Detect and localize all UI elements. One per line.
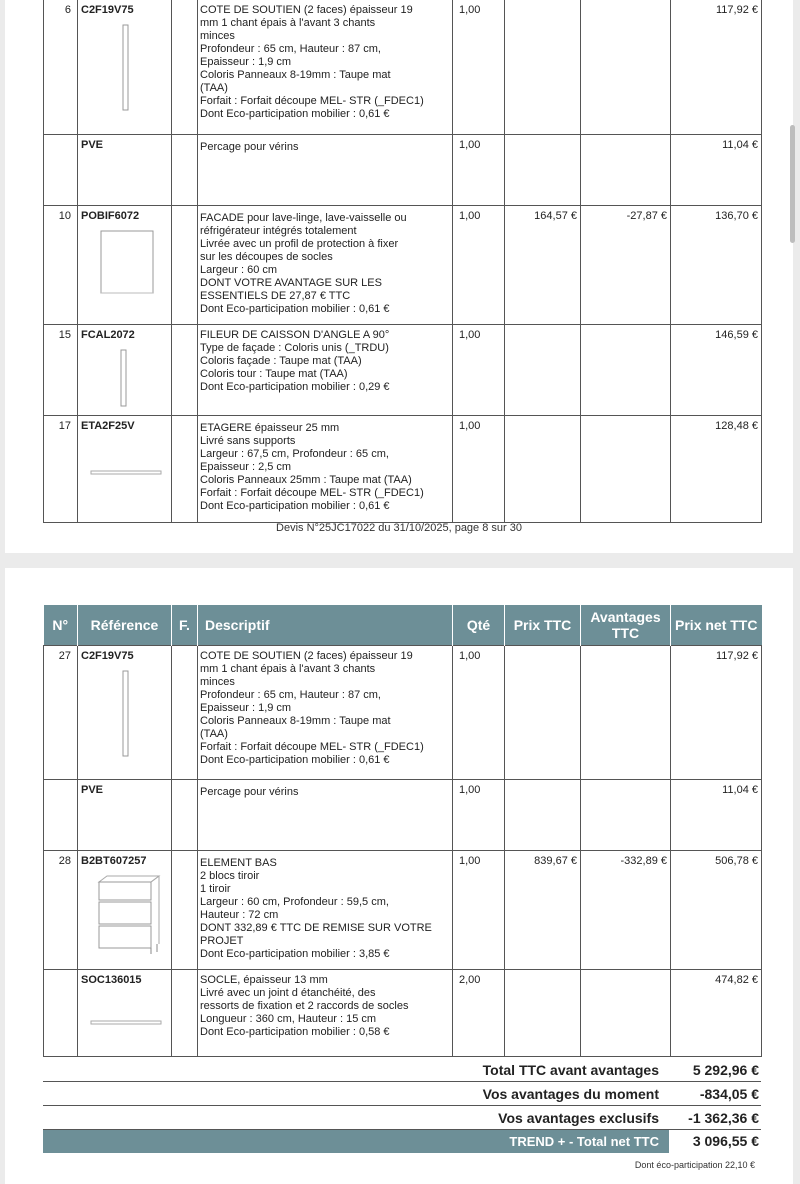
description-cell bbox=[198, 851, 453, 970]
plinth-thumbnail bbox=[81, 997, 171, 1037]
current-advantages-row bbox=[43, 1082, 761, 1106]
advantages-ttc bbox=[581, 780, 671, 851]
filler-thumbnail bbox=[81, 348, 141, 410]
description-line: Largeur : 60 cm bbox=[200, 263, 278, 276]
col-header-f: F. bbox=[172, 605, 198, 646]
f-cell bbox=[172, 0, 198, 134]
table-row bbox=[44, 134, 762, 205]
description-line: Coloris Panneaux 8-19mm : Taupe mat bbox=[200, 69, 391, 81]
description-line: minces bbox=[200, 30, 235, 42]
description-line: Dont Eco-participation mobilier : 0,61 € bbox=[200, 499, 390, 512]
net-price-ttc: 11,04 € bbox=[671, 134, 762, 205]
reference-cell bbox=[78, 851, 172, 970]
col-header-advantages-line2: TTC bbox=[611, 625, 640, 641]
advantages-ttc bbox=[581, 324, 671, 415]
total-label: Vos avantages du moment bbox=[482, 1085, 659, 1102]
description-line: Percage pour vérins bbox=[200, 786, 299, 798]
drawer-cabinet-thumbnail bbox=[81, 874, 167, 956]
net-total-row bbox=[43, 1130, 761, 1153]
price-ttc bbox=[505, 970, 581, 1057]
description-line: (TAA) bbox=[200, 82, 228, 94]
description-line: Dont Eco-participation mobilier : 0,29 € bbox=[200, 380, 390, 393]
description-line: Dont Eco-participation mobilier : 3,85 € bbox=[200, 948, 390, 960]
reference-code: SOC136015 bbox=[81, 974, 142, 986]
total-value: 3 096,55 € bbox=[669, 1130, 761, 1153]
description-line: ressorts de fixation et 2 raccords de socles bbox=[200, 1000, 409, 1012]
description-line: Livrée avec un profil de protection à fixer bbox=[200, 237, 399, 250]
description-line: ELEMENT BAS bbox=[200, 857, 277, 869]
quantity: 1,00 bbox=[453, 780, 505, 851]
description-line: Coloris Panneaux 25mm : Taupe mat (TAA) bbox=[200, 473, 412, 486]
f-cell bbox=[172, 205, 198, 324]
reference-code: FCAL2072 bbox=[81, 328, 135, 341]
col-header-number: N° bbox=[44, 605, 78, 646]
description-line: (TAA) bbox=[200, 728, 228, 740]
scrollbar-thumb[interactable] bbox=[790, 125, 795, 243]
quantity: 1,00 bbox=[453, 134, 505, 205]
description-line: Epaisseur : 1,9 cm bbox=[200, 56, 292, 68]
description-line: mm 1 chant épais à l'avant 3 chants bbox=[200, 663, 376, 675]
price-ttc: 839,67 € bbox=[505, 851, 581, 970]
line-number bbox=[44, 134, 78, 205]
line-number bbox=[44, 780, 78, 851]
table-row bbox=[44, 970, 762, 1057]
f-cell bbox=[172, 134, 198, 205]
table-row bbox=[44, 851, 762, 970]
line-number: 6 bbox=[44, 0, 78, 134]
description-line: mm 1 chant épais à l'avant 3 chants bbox=[200, 17, 376, 29]
page-footer-caption: Devis N°25JC17022 du 31/10/2025, page 8 sur 30 bbox=[276, 522, 522, 534]
quantity: 1,00 bbox=[453, 851, 505, 970]
line-number: 28 bbox=[44, 851, 78, 970]
table-row bbox=[44, 646, 762, 780]
quantity: 1,00 bbox=[453, 324, 505, 415]
col-header-description: Descriptif bbox=[198, 605, 453, 646]
price-ttc: 164,57 € bbox=[505, 205, 581, 324]
net-price-ttc: 506,78 € bbox=[671, 851, 762, 970]
line-number: 27 bbox=[44, 646, 78, 780]
quantity: 1,00 bbox=[453, 0, 505, 134]
description-line: réfrigérateur intégrés totalement bbox=[200, 224, 357, 237]
advantages-ttc bbox=[581, 970, 671, 1057]
exclusive-advantages-row bbox=[43, 1106, 761, 1130]
col-header-net-price: Prix net TTC bbox=[671, 605, 762, 646]
f-cell bbox=[172, 780, 198, 851]
col-header-reference: Référence bbox=[78, 605, 172, 646]
description-line: ESSENTIELS DE 27,87 € TTC bbox=[200, 289, 351, 302]
description-line: Livré avec un joint d étanchéité, des bbox=[200, 987, 376, 999]
quote-page-9 bbox=[5, 568, 793, 1184]
eco-participation-total: Dont éco-participation 22,10 € bbox=[634, 1160, 755, 1170]
total-before-advantages-row bbox=[43, 1058, 761, 1082]
net-price-ttc: 117,92 € bbox=[671, 0, 762, 134]
description-line: Epaisseur : 2,5 cm bbox=[200, 460, 292, 473]
net-price-ttc: 11,04 € bbox=[671, 780, 762, 851]
description-line: 1 tiroir bbox=[200, 883, 231, 895]
col-header-advantages-line1: Avantages bbox=[590, 609, 661, 625]
description-line: Dont Eco-participation mobilier : 0,61 € bbox=[200, 754, 390, 766]
total-value: 5 292,96 € bbox=[692, 1061, 759, 1078]
description-line: SOCLE, épaisseur 13 mm bbox=[200, 974, 328, 986]
description-line: Coloris façade : Taupe mat (TAA) bbox=[200, 354, 362, 367]
description-cell bbox=[198, 415, 453, 522]
reference-cell bbox=[78, 324, 172, 415]
description-cell bbox=[198, 970, 453, 1057]
description-line: Coloris Panneaux 8-19mm : Taupe mat bbox=[200, 715, 391, 727]
quote-items-table-page-8 bbox=[43, 0, 762, 523]
description-line: COTE DE SOUTIEN (2 faces) épaisseur 19 bbox=[200, 4, 413, 16]
price-ttc bbox=[505, 415, 581, 522]
price-ttc bbox=[505, 780, 581, 851]
line-number bbox=[44, 970, 78, 1057]
description-line: FACADE pour lave-linge, lave-vaisselle ou bbox=[200, 211, 407, 224]
description-line: DONT VOTRE AVANTAGE SUR LES bbox=[200, 276, 382, 289]
description-line: sur les découpes de socles bbox=[200, 250, 333, 263]
total-value: -834,05 € bbox=[699, 1085, 759, 1102]
advantages-ttc: -332,89 € bbox=[581, 851, 671, 970]
net-price-ttc: 146,59 € bbox=[671, 324, 762, 415]
facade-thumbnail bbox=[81, 229, 161, 309]
shelf-thumbnail bbox=[81, 451, 171, 491]
description-line: COTE DE SOUTIEN (2 faces) épaisseur 19 bbox=[200, 650, 413, 662]
description-line: Profondeur : 65 cm, Hauteur : 87 cm, bbox=[200, 689, 381, 701]
description-cell bbox=[198, 324, 453, 415]
totals-block bbox=[43, 1058, 761, 1153]
price-ttc bbox=[505, 646, 581, 780]
description-cell bbox=[198, 646, 453, 780]
quote-items-table-page-9 bbox=[43, 605, 762, 1057]
price-ttc bbox=[505, 134, 581, 205]
description-line: Largeur : 60 cm, Profondeur : 59,5 cm, bbox=[200, 896, 389, 908]
advantages-ttc bbox=[581, 415, 671, 522]
price-ttc bbox=[505, 324, 581, 415]
description-line: Forfait : Forfait découpe MEL- STR (_FDEC1) bbox=[200, 741, 424, 753]
description-line: Livré sans supports bbox=[200, 434, 296, 447]
quote-page-8 bbox=[5, 0, 793, 553]
net-price-ttc: 136,70 € bbox=[671, 205, 762, 324]
table-row bbox=[44, 324, 762, 415]
reference-code: PVE bbox=[78, 780, 172, 851]
description-line: minces bbox=[200, 676, 235, 688]
description-line: Epaisseur : 1,9 cm bbox=[200, 702, 292, 714]
quantity: 2,00 bbox=[453, 970, 505, 1057]
table-row bbox=[44, 415, 762, 522]
description-line: Hauteur : 72 cm bbox=[200, 909, 279, 921]
col-header-quantity: Qté bbox=[453, 605, 505, 646]
side-panel-thumbnail bbox=[81, 669, 141, 759]
reference-code: ETA2F25V bbox=[81, 419, 135, 432]
net-price-ttc: 117,92 € bbox=[671, 646, 762, 780]
description-line: ETAGERE épaisseur 25 mm bbox=[200, 421, 340, 434]
reference-cell bbox=[78, 0, 172, 134]
description-line: PROJET bbox=[200, 935, 244, 947]
f-cell bbox=[172, 970, 198, 1057]
reference-cell bbox=[78, 415, 172, 522]
description-line: 2 blocs tiroir bbox=[200, 870, 260, 882]
price-ttc bbox=[505, 0, 581, 134]
reference-code: C2F19V75 bbox=[81, 650, 134, 662]
line-number: 17 bbox=[44, 415, 78, 522]
description-cell bbox=[198, 780, 453, 851]
advantages-ttc bbox=[581, 0, 671, 134]
table-row bbox=[44, 780, 762, 851]
description-line: Forfait : Forfait découpe MEL- STR (_FDEC1) bbox=[200, 95, 424, 107]
description-cell bbox=[198, 205, 453, 324]
description-line: Coloris tour : Taupe mat (TAA) bbox=[200, 367, 348, 380]
description-line: Forfait : Forfait découpe MEL- STR (_FDEC1) bbox=[200, 486, 424, 499]
total-label: Vos avantages exclusifs bbox=[498, 1109, 659, 1126]
col-header-advantages bbox=[581, 605, 671, 646]
description-line: FILEUR DE CAISSON D'ANGLE A 90° bbox=[200, 328, 390, 341]
description-line: Percage pour vérins bbox=[200, 140, 299, 153]
reference-code: B2BT607257 bbox=[81, 855, 147, 867]
total-value: -1 362,36 € bbox=[688, 1109, 759, 1126]
line-number: 10 bbox=[44, 205, 78, 324]
f-cell bbox=[172, 415, 198, 522]
reference-cell bbox=[78, 970, 172, 1057]
advantages-ttc: -27,87 € bbox=[581, 205, 671, 324]
advantages-ttc bbox=[581, 646, 671, 780]
description-line: Largeur : 67,5 cm, Profondeur : 65 cm, bbox=[200, 447, 389, 460]
reference-code: C2F19V75 bbox=[81, 4, 134, 16]
reference-code: POBIF6072 bbox=[81, 209, 140, 222]
col-header-price: Prix TTC bbox=[505, 605, 581, 646]
description-line: Profondeur : 65 cm, Hauteur : 87 cm, bbox=[200, 43, 381, 55]
description-line: Type de façade : Coloris unis (_TRDU) bbox=[200, 341, 389, 354]
reference-cell bbox=[78, 205, 172, 324]
reference-code: PVE bbox=[78, 134, 172, 205]
description-cell bbox=[198, 0, 453, 134]
description-line: Dont Eco-participation mobilier : 0,58 € bbox=[200, 1026, 390, 1038]
net-price-ttc: 128,48 € bbox=[671, 415, 762, 522]
description-line: DONT 332,89 € TTC DE REMISE SUR VOTRE bbox=[200, 922, 432, 934]
f-cell bbox=[172, 324, 198, 415]
total-label: Total TTC avant avantages bbox=[482, 1061, 659, 1078]
table-row bbox=[44, 205, 762, 324]
quantity: 1,00 bbox=[453, 205, 505, 324]
quantity: 1,00 bbox=[453, 415, 505, 522]
side-panel-thumbnail bbox=[81, 23, 141, 113]
advantages-ttc bbox=[581, 134, 671, 205]
f-cell bbox=[172, 851, 198, 970]
description-cell bbox=[198, 134, 453, 205]
description-line: Dont Eco-participation mobilier : 0,61 € bbox=[200, 302, 390, 315]
line-number: 15 bbox=[44, 324, 78, 415]
total-label: TREND + - Total net TTC bbox=[509, 1134, 659, 1149]
f-cell bbox=[172, 646, 198, 780]
description-line: Longueur : 360 cm, Hauteur : 15 cm bbox=[200, 1013, 377, 1025]
description-line: Dont Eco-participation mobilier : 0,61 € bbox=[200, 108, 390, 120]
table-row bbox=[44, 0, 762, 134]
quantity: 1,00 bbox=[453, 646, 505, 780]
net-price-ttc: 474,82 € bbox=[671, 970, 762, 1057]
reference-cell bbox=[78, 646, 172, 780]
table-header-row bbox=[44, 605, 762, 646]
